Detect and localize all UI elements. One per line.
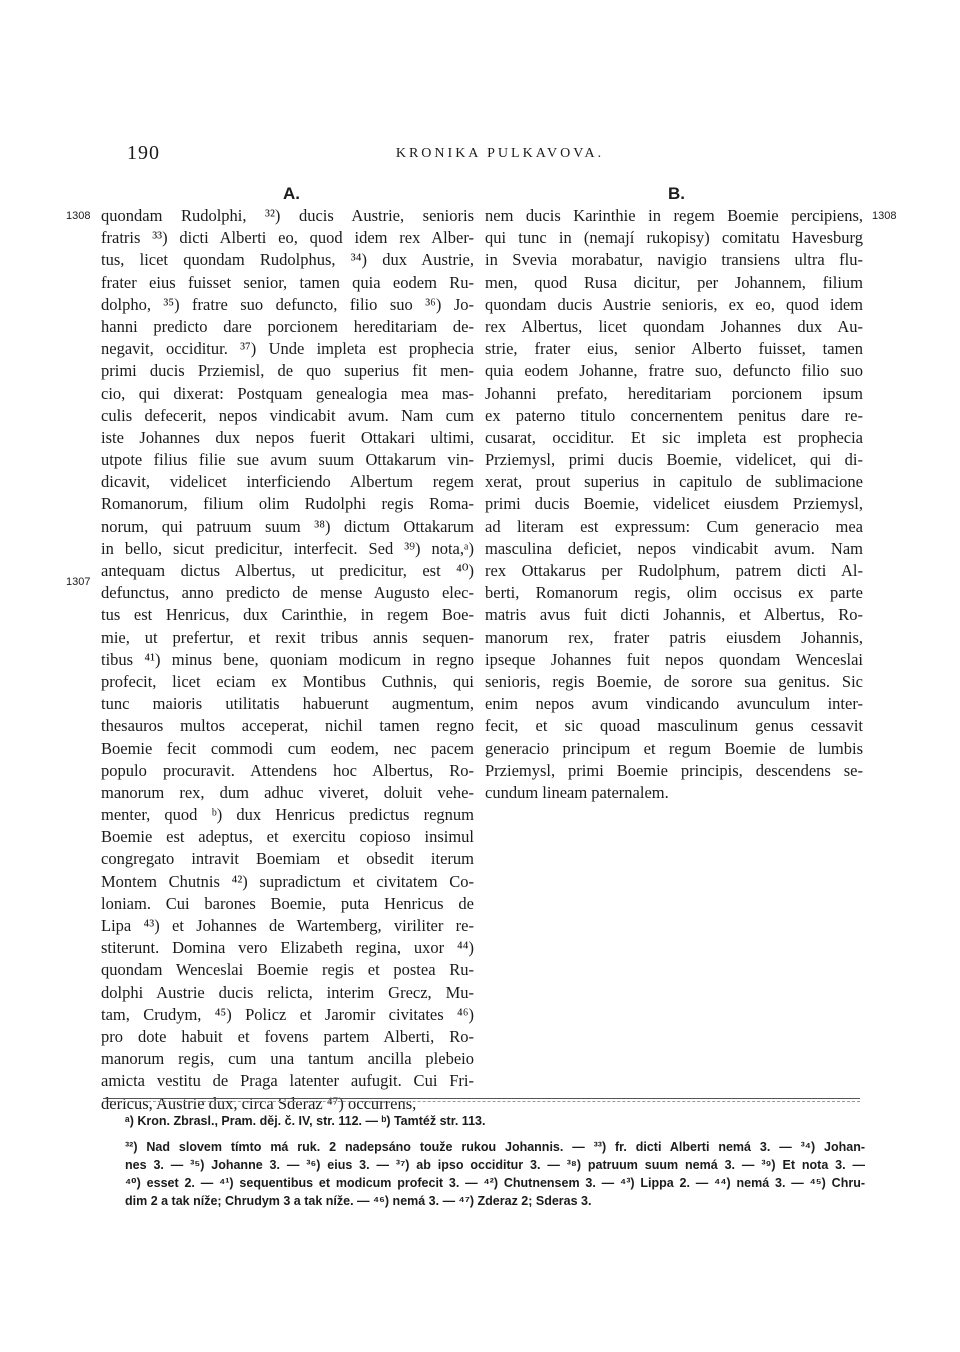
text-line: hanni predicto dare porcionem hereditariam de- <box>101 316 474 336</box>
text-line: defunctus, anno predicto de mense Augusto elec- <box>101 583 474 603</box>
footnote-rule-secondary <box>103 1101 860 1102</box>
text-line: mie, ut prefertur, et rexit tribus annis sequen- <box>101 627 474 647</box>
text-line: Montem Chutnis ⁴²) supradictum et civitatem Co- <box>101 871 474 891</box>
footnote-line: ³²) Nad slovem tímto má ruk. 2 nadepsáno touže rukou Johannis. — ³³) fr. dicti Alberti nemá 3. — ³⁴) Johan- <box>125 1140 865 1154</box>
footnote-letter-notes: ᵃ) Kron. Zbrasl., Pram. děj. č. IV, str. 112. — ᵇ) Tamtéž str. 113. <box>125 1114 486 1128</box>
text-line: Prziemysl, primi Boemie principis, descendens se- <box>485 760 863 780</box>
text-line: manorum rex, frater patris eiusdem Johannis, <box>485 627 863 647</box>
column-b-heading: B. <box>668 184 685 203</box>
text-line: stiterunt. Domina vero Elizabeth regina, uxor ⁴⁴) <box>101 938 474 958</box>
column-a-heading: A. <box>283 184 300 203</box>
text-line: matris avus fuit dicti Johannis, et Albertus, Ro- <box>485 605 863 625</box>
text-line: cio, qui dixerat: Postquam genealogia mea mas- <box>101 383 474 403</box>
text-line: Prziemysl, primi ducis Boemie, videlicet, qui di- <box>485 450 863 470</box>
text-line: dolphi Austrie ducis relicta, interim Grecz, Mu- <box>101 982 474 1002</box>
text-line: quondam ducis Austrie senioris, ex eo, quod idem <box>485 294 863 314</box>
text-line: berti, Romanorum regis, olim occisus ex parte <box>485 583 863 603</box>
running-title: KRONIKA PULKAVOVA. <box>395 146 605 161</box>
text-line: fratris ³³) dicti Alberti eo, quod idem rex Alber- <box>101 228 474 248</box>
text-line: quondam Wenceslai Boemie regis et postea Ru- <box>101 960 474 980</box>
page-number: 190 <box>127 142 160 164</box>
text-line: dericus, Austrie dux, circa Sderaz ⁴⁷) occurrens, <box>101 1093 417 1113</box>
text-line: congregato intravit Boemiam et obsedit iterum <box>101 849 474 869</box>
text-line: in bello, sicut predicitur, interfecit. Sed ³⁹) nota,ᵃ) <box>101 538 474 558</box>
footnote-line: dim 2 a tak níže; Chrudym 3 a tak níže. — ⁴⁶) nemá 3. — ⁴⁷) Zderaz 2; Sderas 3. <box>125 1194 592 1208</box>
text-line: pro dote habuit et fovens partem Alberti, Ro- <box>101 1026 474 1046</box>
footnote-rule <box>103 1098 860 1099</box>
text-line: quia eodem Johanne, fratre suo, defuncto filio suo <box>485 361 863 381</box>
text-line: culis defecerit, nepos vindicabit avum. Nam cum <box>101 405 474 425</box>
text-line: negavit, occiditur. ³⁷) Unde impleta est prophecia <box>101 339 474 359</box>
text-line: profecit, licet eciam ex Montibus Cuthnis, qui <box>101 671 474 691</box>
text-line: primi ducis Prziemisl, de quo superius fit men- <box>101 361 474 381</box>
column-a-text <box>101 205 474 1115</box>
text-line: Lipa ⁴³) et Johannes de Wartemberg, viriliter re- <box>101 916 474 935</box>
text-line: tam, Crudym, ⁴⁵) Policz et Jaromir civitates ⁴⁶) <box>101 1004 474 1024</box>
text-line: fecit, et sic quoad masculinum genus cessavit <box>485 716 863 736</box>
text-line: iste Johannes dux nepos fuerit Ottakari ultimi, <box>101 427 474 447</box>
text-line: tus est Henricus, dux Carinthie, in regem Boe- <box>101 605 474 625</box>
text-line: manorum rex, dum adhuc viveret, doluit vehe- <box>101 782 474 802</box>
text-line: populo procuravit. Attendens hoc Albertus, Ro- <box>101 760 474 780</box>
column-b-text <box>485 205 863 804</box>
text-line: Boemie fecit commodi cum eodem, nec pacem <box>101 738 474 758</box>
text-line: senioris, regis Boemie, de sorore sua genitus. Sic <box>485 671 863 691</box>
text-line: menter, quod ᵇ) dux Henricus predictus regnum <box>101 805 474 825</box>
text-line: cusarat, occiditur. Et sic impleta est prophecia <box>485 427 863 447</box>
text-line: ipseque Johannes fuit nepos quondam Wenceslai <box>485 649 863 669</box>
text-line: enim nepos avum vindicando avunculum inter- <box>485 694 863 714</box>
text-line: in Svevia morabatur, navigio transiens ultra flu- <box>485 250 863 270</box>
text-line: tunc maioris utilitatis habuerunt augmentum, <box>101 694 474 714</box>
text-line: manorum regis, cum una tantum ancilla plebeio <box>101 1049 474 1069</box>
text-line: norum, qui patruum suum ³⁸) dictum Ottakarum <box>101 516 474 536</box>
text-line: rex Ottakarus per Rudolphum, patrem dicti Al- <box>485 561 863 580</box>
footnote-line: ⁴⁰) esset 2. — ⁴¹) sequentibus et modicum profecit 3. — ⁴²) Chutnensem 3. — ⁴³) Lippa 2. — ⁴⁴) nemá 3. — ⁴⁵) Chru- <box>125 1176 865 1190</box>
margin-year-1308-a: 1308 <box>66 210 91 222</box>
text-line: thesauros multos acceperat, nichil tamen regno <box>101 716 474 736</box>
text-line: primi ducis Boemie, videlicet eiusdem Prziemysl, <box>485 494 863 514</box>
text-line: Romanorum, filium olim Rudolphi regis Roma- <box>101 494 474 514</box>
text-line: dolpho, ³⁵) fratre suo defuncto, filio suo ³⁶) Jo- <box>101 294 474 314</box>
footnote-line: nes 3. — ³⁵) Johanne 3. — ³⁶) eius 3. — ³⁷) ab ipso occiditur 3. — ³⁸) patruum suum nemá 3. — ³⁹) Et nota 3. — <box>125 1158 865 1172</box>
text-line: xerat, prout superius in capitulo de sublimacione <box>485 472 863 492</box>
text-line: dicavit, videlicet interficiendo Albertum regem <box>101 472 474 492</box>
margin-year-1307: 1307 <box>66 576 91 588</box>
text-line: nem ducis Karinthie in regem Boemie percipiens, <box>485 206 863 225</box>
text-line: masculina deficiet, nepos vindicabit avum. Nam <box>485 538 863 558</box>
text-line: generacio principum et regum Boemie de lumbis <box>485 738 863 758</box>
text-line: rex Albertus, licet quondam Johannes dux Au- <box>485 316 863 336</box>
text-line: frater eius fuisset senior, tamen quia eodem Ru- <box>101 272 474 292</box>
text-line: men, quod Rusa dicitur, per Johannem, filium <box>485 272 863 292</box>
text-line: utpote filius filie sue avum suum Ottakarum vin- <box>101 450 474 470</box>
text-line: Johanni prefato, hereditariam porcionem ipsum <box>485 383 863 403</box>
margin-year-1308-b: 1308 <box>872 210 897 222</box>
footnote-variants <box>125 1138 865 1210</box>
text-line: loniam. Cui barones Boemie, puta Henricus de <box>101 893 474 913</box>
text-line: quondam Rudolphi, ³²) ducis Austrie, senioris <box>101 206 474 225</box>
text-line: amicta vestitu de Praga latenter aufugit. Cui Fri- <box>101 1071 474 1091</box>
text-line: antequam dictus Albertus, ut predicitur, est ⁴⁰) <box>101 561 474 580</box>
text-line: qui tunc in (nemají rukopisy) comitatu Havesburg <box>485 228 863 248</box>
text-line: ad literam est expressum: Cum generacio mea <box>485 516 863 536</box>
text-line: strie, frater eius, senior Alberto fuisset, tamen <box>485 339 863 359</box>
text-line: Boemie est adeptus, et exercitu copioso insimul <box>101 827 474 847</box>
text-line: ex paterno titulo concernentem penitus dare re- <box>485 405 863 425</box>
text-line: cundum lineam paternalem. <box>485 782 669 802</box>
text-line: tus, licet quondam Rudolphus, ³⁴) dux Austrie, <box>101 250 474 270</box>
text-line: tibus ⁴¹) minus bene, quoniam modicum in regno <box>101 649 474 669</box>
